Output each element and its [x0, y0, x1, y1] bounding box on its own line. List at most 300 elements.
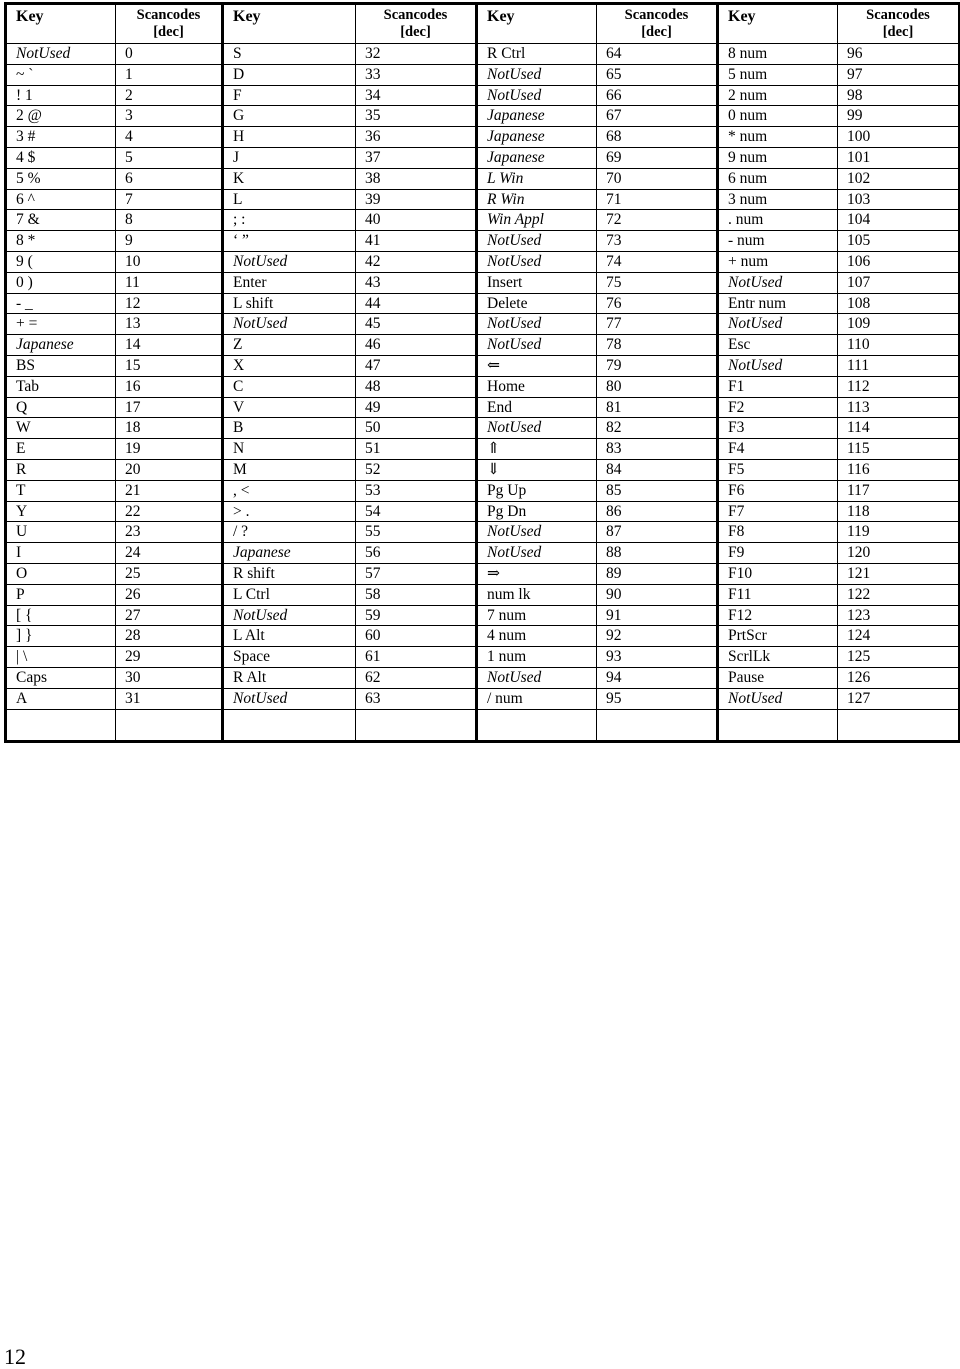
key-cell: F	[223, 85, 356, 106]
scancode-cell: 94	[597, 667, 718, 688]
key-cell: F10	[718, 563, 838, 584]
scancode-header-unit: [dec]	[882, 24, 914, 40]
key-cell: R shift	[223, 563, 356, 584]
key-cell: F3	[718, 418, 838, 439]
scancode-cell: 48	[356, 376, 477, 397]
scancode-cell: 44	[356, 293, 477, 314]
scancode-cell: 73	[597, 231, 718, 252]
key-cell: | \	[6, 647, 116, 668]
key-cell: Enter	[223, 272, 356, 293]
key-cell: Pause	[718, 667, 838, 688]
key-cell: 3 #	[6, 127, 116, 148]
scancode-cell: 38	[356, 168, 477, 189]
key-cell: G	[223, 106, 356, 127]
key-cell: 9 (	[6, 251, 116, 272]
scancode-cell: 83	[597, 439, 718, 460]
scancode-cell: 14	[116, 335, 223, 356]
scancode-cell: 18	[116, 418, 223, 439]
key-cell: Delete	[477, 293, 597, 314]
scancode-cell: 63	[356, 688, 477, 709]
scancode-cell: 66	[597, 85, 718, 106]
scancode-cell: 110	[838, 335, 960, 356]
scancode-cell: 77	[597, 314, 718, 335]
key-cell: L Ctrl	[223, 584, 356, 605]
scancode-cell: 121	[838, 563, 960, 584]
key-cell: NotUsed	[477, 64, 597, 85]
key-cell: * num	[718, 127, 838, 148]
table-row	[6, 147, 960, 168]
key-cell: 1 num	[477, 647, 597, 668]
key-cell: / ?	[223, 522, 356, 543]
key-cell: NotUsed	[477, 543, 597, 564]
scancode-cell: 43	[356, 272, 477, 293]
key-cell: F12	[718, 605, 838, 626]
scancode-cell: 102	[838, 168, 960, 189]
scancode-cell: 65	[597, 64, 718, 85]
scancode-cell: 64	[597, 44, 718, 65]
key-cell: Pg Dn	[477, 501, 597, 522]
scancode-cell: 104	[838, 210, 960, 231]
key-cell: / num	[477, 688, 597, 709]
table-row	[6, 543, 960, 564]
scancode-header-unit: [dec]	[400, 24, 431, 40]
table-row	[6, 459, 960, 480]
scancode-cell: 30	[116, 667, 223, 688]
scancode-cell: 119	[838, 522, 960, 543]
scancode-cell: 100	[838, 127, 960, 148]
scancode-cell: 53	[356, 480, 477, 501]
scancode-cell: 59	[356, 605, 477, 626]
empty-cell	[718, 709, 838, 741]
scancode-cell: 6	[116, 168, 223, 189]
key-cell: Japanese	[477, 106, 597, 127]
table-row	[6, 439, 960, 460]
scancode-cell: 84	[597, 459, 718, 480]
scancode-cell: 116	[838, 459, 960, 480]
key-cell: 8 num	[718, 44, 838, 65]
key-cell: Pg Up	[477, 480, 597, 501]
scancode-cell: 52	[356, 459, 477, 480]
scancode-cell: 31	[116, 688, 223, 709]
key-cell: [ {	[6, 605, 116, 626]
key-cell: S	[223, 44, 356, 65]
key-cell: L	[223, 189, 356, 210]
key-cell: F9	[718, 543, 838, 564]
table-row	[6, 418, 960, 439]
scancode-cell: 41	[356, 231, 477, 252]
scancode-header-label: Scancodes	[866, 7, 930, 23]
scancode-header-label: Scancodes	[136, 7, 201, 23]
scancode-header-2	[356, 4, 477, 44]
scancode-cell: 7	[116, 189, 223, 210]
key-cell: J	[223, 147, 356, 168]
table-row	[6, 293, 960, 314]
scancode-cell: 89	[597, 563, 718, 584]
key-cell: 5 num	[718, 64, 838, 85]
key-cell: P	[6, 584, 116, 605]
key-cell: R Ctrl	[477, 44, 597, 65]
scancode-cell: 27	[116, 605, 223, 626]
key-cell: 7 &	[6, 210, 116, 231]
scancode-cell: 122	[838, 584, 960, 605]
scancode-cell: 70	[597, 168, 718, 189]
header-row	[6, 4, 960, 44]
key-cell: > .	[223, 501, 356, 522]
key-cell: F11	[718, 584, 838, 605]
table-row	[6, 355, 960, 376]
scancode-cell: 97	[838, 64, 960, 85]
scancode-cell: 1	[116, 64, 223, 85]
key-cell: K	[223, 168, 356, 189]
scancode-cell: 45	[356, 314, 477, 335]
key-cell: F2	[718, 397, 838, 418]
key-cell: L Alt	[223, 626, 356, 647]
key-cell: NotUsed	[223, 251, 356, 272]
key-cell: B	[223, 418, 356, 439]
scancode-cell: 61	[356, 647, 477, 668]
empty-cell	[597, 709, 718, 741]
scancode-cell: 8	[116, 210, 223, 231]
scancode-cell: 105	[838, 231, 960, 252]
scancode-cell: 19	[116, 439, 223, 460]
key-cell: Q	[6, 397, 116, 418]
scancode-header-4	[838, 4, 960, 44]
scancode-cell: 40	[356, 210, 477, 231]
key-cell: Space	[223, 647, 356, 668]
scancode-cell: 111	[838, 355, 960, 376]
table-row	[6, 210, 960, 231]
scancode-cell: 3	[116, 106, 223, 127]
scancode-cell: 86	[597, 501, 718, 522]
table-row	[6, 605, 960, 626]
scancode-cell: 13	[116, 314, 223, 335]
scancode-cell: 74	[597, 251, 718, 272]
scancode-cell: 47	[356, 355, 477, 376]
key-cell: 9 num	[718, 147, 838, 168]
scancode-cell: 26	[116, 584, 223, 605]
key-cell: Insert	[477, 272, 597, 293]
scancode-cell: 99	[838, 106, 960, 127]
scancode-cell: 49	[356, 397, 477, 418]
scancode-cell: 12	[116, 293, 223, 314]
scancode-cell: 109	[838, 314, 960, 335]
scancode-cell: 60	[356, 626, 477, 647]
scancode-cell: 58	[356, 584, 477, 605]
scancode-cell: 0	[116, 44, 223, 65]
key-header-2: Key	[223, 4, 356, 44]
scancode-cell: 15	[116, 355, 223, 376]
key-cell: NotUsed	[477, 667, 597, 688]
scancode-header-unit: [dec]	[153, 24, 184, 40]
key-cell: 4 $	[6, 147, 116, 168]
scancode-cell: 9	[116, 231, 223, 252]
key-cell: NotUsed	[477, 522, 597, 543]
key-cell: ⇓	[477, 459, 597, 480]
scancode-cell: 93	[597, 647, 718, 668]
key-cell: Y	[6, 501, 116, 522]
scancode-cell: 78	[597, 335, 718, 356]
table-row	[6, 106, 960, 127]
scancode-cell: 118	[838, 501, 960, 522]
table-row	[6, 168, 960, 189]
scancode-cell: 126	[838, 667, 960, 688]
table-row	[6, 667, 960, 688]
scancode-cell: 82	[597, 418, 718, 439]
table-row	[6, 127, 960, 148]
key-cell: NotUsed	[223, 688, 356, 709]
key-cell: Home	[477, 376, 597, 397]
scancode-cell: 108	[838, 293, 960, 314]
key-cell: NotUsed	[223, 605, 356, 626]
key-cell: ~ `	[6, 64, 116, 85]
scancode-cell: 37	[356, 147, 477, 168]
key-cell: ⇐	[477, 355, 597, 376]
key-cell: 2 num	[718, 85, 838, 106]
key-cell: V	[223, 397, 356, 418]
table-row	[6, 272, 960, 293]
key-cell: - num	[718, 231, 838, 252]
scancode-cell: 113	[838, 397, 960, 418]
empty-cell	[356, 709, 477, 741]
scancode-cell: 71	[597, 189, 718, 210]
scancode-cell: 62	[356, 667, 477, 688]
key-cell: L Win	[477, 168, 597, 189]
key-cell: Z	[223, 335, 356, 356]
scancode-cell: 98	[838, 85, 960, 106]
scancode-cell: 56	[356, 543, 477, 564]
scancode-cell: 17	[116, 397, 223, 418]
empty-cell	[6, 709, 116, 741]
key-cell: N	[223, 439, 356, 460]
scancode-cell: 2	[116, 85, 223, 106]
key-cell: L shift	[223, 293, 356, 314]
key-cell: NotUsed	[718, 272, 838, 293]
empty-cell	[223, 709, 356, 741]
key-cell: NotUsed	[477, 251, 597, 272]
scancode-cell: 101	[838, 147, 960, 168]
scancode-cell: 114	[838, 418, 960, 439]
key-cell: ⇒	[477, 563, 597, 584]
scancode-cell: 35	[356, 106, 477, 127]
scancode-cell: 91	[597, 605, 718, 626]
key-header-4: Key	[718, 4, 838, 44]
key-cell: . num	[718, 210, 838, 231]
table-row	[6, 314, 960, 335]
key-cell: Japanese	[223, 543, 356, 564]
scancode-cell: 11	[116, 272, 223, 293]
scancode-cell: 79	[597, 355, 718, 376]
scancode-cell: 87	[597, 522, 718, 543]
scancode-cell: 4	[116, 127, 223, 148]
table-header	[6, 4, 960, 44]
key-cell: 5 %	[6, 168, 116, 189]
table-row	[6, 251, 960, 272]
key-cell: F1	[718, 376, 838, 397]
scancode-cell: 103	[838, 189, 960, 210]
scancode-cell: 23	[116, 522, 223, 543]
key-cell: R Alt	[223, 667, 356, 688]
key-cell: NotUsed	[477, 231, 597, 252]
scancode-cell: 117	[838, 480, 960, 501]
scancode-cell: 5	[116, 147, 223, 168]
scancode-cell: 16	[116, 376, 223, 397]
table-row	[6, 397, 960, 418]
scancode-cell: 24	[116, 543, 223, 564]
table-row	[6, 64, 960, 85]
key-cell: Tab	[6, 376, 116, 397]
table-row	[6, 626, 960, 647]
key-cell: Caps	[6, 667, 116, 688]
key-cell: F8	[718, 522, 838, 543]
key-cell: ; :	[223, 210, 356, 231]
scancode-cell: 96	[838, 44, 960, 65]
scancode-cell: 50	[356, 418, 477, 439]
key-cell: 6 ^	[6, 189, 116, 210]
key-cell: Japanese	[6, 335, 116, 356]
scancode-cell: 46	[356, 335, 477, 356]
key-cell: E	[6, 439, 116, 460]
empty-cell	[477, 709, 597, 741]
scancode-cell: 72	[597, 210, 718, 231]
scancode-header-label: Scancodes	[624, 7, 689, 23]
empty-cell	[838, 709, 960, 741]
key-cell: , <	[223, 480, 356, 501]
key-cell: M	[223, 459, 356, 480]
scancode-cell: 29	[116, 647, 223, 668]
scancode-cell: 20	[116, 459, 223, 480]
key-cell: I	[6, 543, 116, 564]
key-cell: F5	[718, 459, 838, 480]
scancode-header-label: Scancodes	[383, 7, 448, 23]
scancode-header-1	[116, 4, 223, 44]
key-cell: F4	[718, 439, 838, 460]
empty-row	[6, 709, 960, 741]
key-cell: R	[6, 459, 116, 480]
key-cell: NotUsed	[477, 85, 597, 106]
scancode-cell: 81	[597, 397, 718, 418]
scancode-cell: 32	[356, 44, 477, 65]
scancode-cell: 28	[116, 626, 223, 647]
key-cell: 7 num	[477, 605, 597, 626]
scancode-cell: 57	[356, 563, 477, 584]
scancode-cell: 88	[597, 543, 718, 564]
scancode-cell: 80	[597, 376, 718, 397]
table-row	[6, 85, 960, 106]
scancode-header-unit: [dec]	[641, 24, 672, 40]
key-cell: H	[223, 127, 356, 148]
key-cell: NotUsed	[477, 314, 597, 335]
key-cell: - _	[6, 293, 116, 314]
key-cell: D	[223, 64, 356, 85]
key-cell: NotUsed	[718, 355, 838, 376]
key-cell: ‘ ”	[223, 231, 356, 252]
scancode-cell: 21	[116, 480, 223, 501]
scancode-cell: 115	[838, 439, 960, 460]
scancode-cell: 125	[838, 647, 960, 668]
scancode-cell: 54	[356, 501, 477, 522]
key-cell: 0 num	[718, 106, 838, 127]
key-cell: 4 num	[477, 626, 597, 647]
key-cell: NotUsed	[477, 418, 597, 439]
empty-cell	[116, 709, 223, 741]
key-cell: NotUsed	[223, 314, 356, 335]
table-row	[6, 231, 960, 252]
scancode-cell: 67	[597, 106, 718, 127]
key-cell: NotUsed	[6, 44, 116, 65]
scancode-table	[4, 2, 960, 743]
key-cell: O	[6, 563, 116, 584]
scancode-cell: 90	[597, 584, 718, 605]
scancode-cell: 25	[116, 563, 223, 584]
scancode-cell: 10	[116, 251, 223, 272]
scancode-cell: 95	[597, 688, 718, 709]
key-cell: + =	[6, 314, 116, 335]
key-cell: Japanese	[477, 147, 597, 168]
scancode-cell: 69	[597, 147, 718, 168]
scancode-cell: 76	[597, 293, 718, 314]
scancode-cell: 120	[838, 543, 960, 564]
table-row	[6, 688, 960, 709]
key-cell: + num	[718, 251, 838, 272]
key-cell: NotUsed	[718, 314, 838, 335]
scancode-cell: 34	[356, 85, 477, 106]
table-row	[6, 189, 960, 210]
key-cell: Esc	[718, 335, 838, 356]
table-row	[6, 501, 960, 522]
key-cell: NotUsed	[718, 688, 838, 709]
scancode-cell: 107	[838, 272, 960, 293]
key-cell: F7	[718, 501, 838, 522]
scancode-cell: 112	[838, 376, 960, 397]
key-header-3: Key	[477, 4, 597, 44]
key-cell: 3 num	[718, 189, 838, 210]
table-row	[6, 584, 960, 605]
key-cell: ] }	[6, 626, 116, 647]
key-cell: ScrlLk	[718, 647, 838, 668]
scancode-cell: 55	[356, 522, 477, 543]
key-cell: BS	[6, 355, 116, 376]
scancode-cell: 75	[597, 272, 718, 293]
scancode-cell: 123	[838, 605, 960, 626]
scancode-cell: 22	[116, 501, 223, 522]
scancode-cell: 85	[597, 480, 718, 501]
key-cell: Win Appl	[477, 210, 597, 231]
key-cell: PrtScr	[718, 626, 838, 647]
key-cell: 2 @	[6, 106, 116, 127]
key-cell: NotUsed	[477, 335, 597, 356]
key-cell: num lk	[477, 584, 597, 605]
scancode-cell: 92	[597, 626, 718, 647]
table-row	[6, 376, 960, 397]
table-row	[6, 335, 960, 356]
key-cell: W	[6, 418, 116, 439]
table-row	[6, 563, 960, 584]
key-cell: T	[6, 480, 116, 501]
key-cell: ⇑	[477, 439, 597, 460]
key-cell: A	[6, 688, 116, 709]
key-cell: 6 num	[718, 168, 838, 189]
table-row	[6, 522, 960, 543]
table-body	[6, 44, 960, 742]
key-cell: Japanese	[477, 127, 597, 148]
scancode-cell: 42	[356, 251, 477, 272]
scancode-cell: 36	[356, 127, 477, 148]
key-header-1: Key	[6, 4, 116, 44]
key-cell: End	[477, 397, 597, 418]
scancode-cell: 51	[356, 439, 477, 460]
scancode-cell: 106	[838, 251, 960, 272]
key-cell: U	[6, 522, 116, 543]
